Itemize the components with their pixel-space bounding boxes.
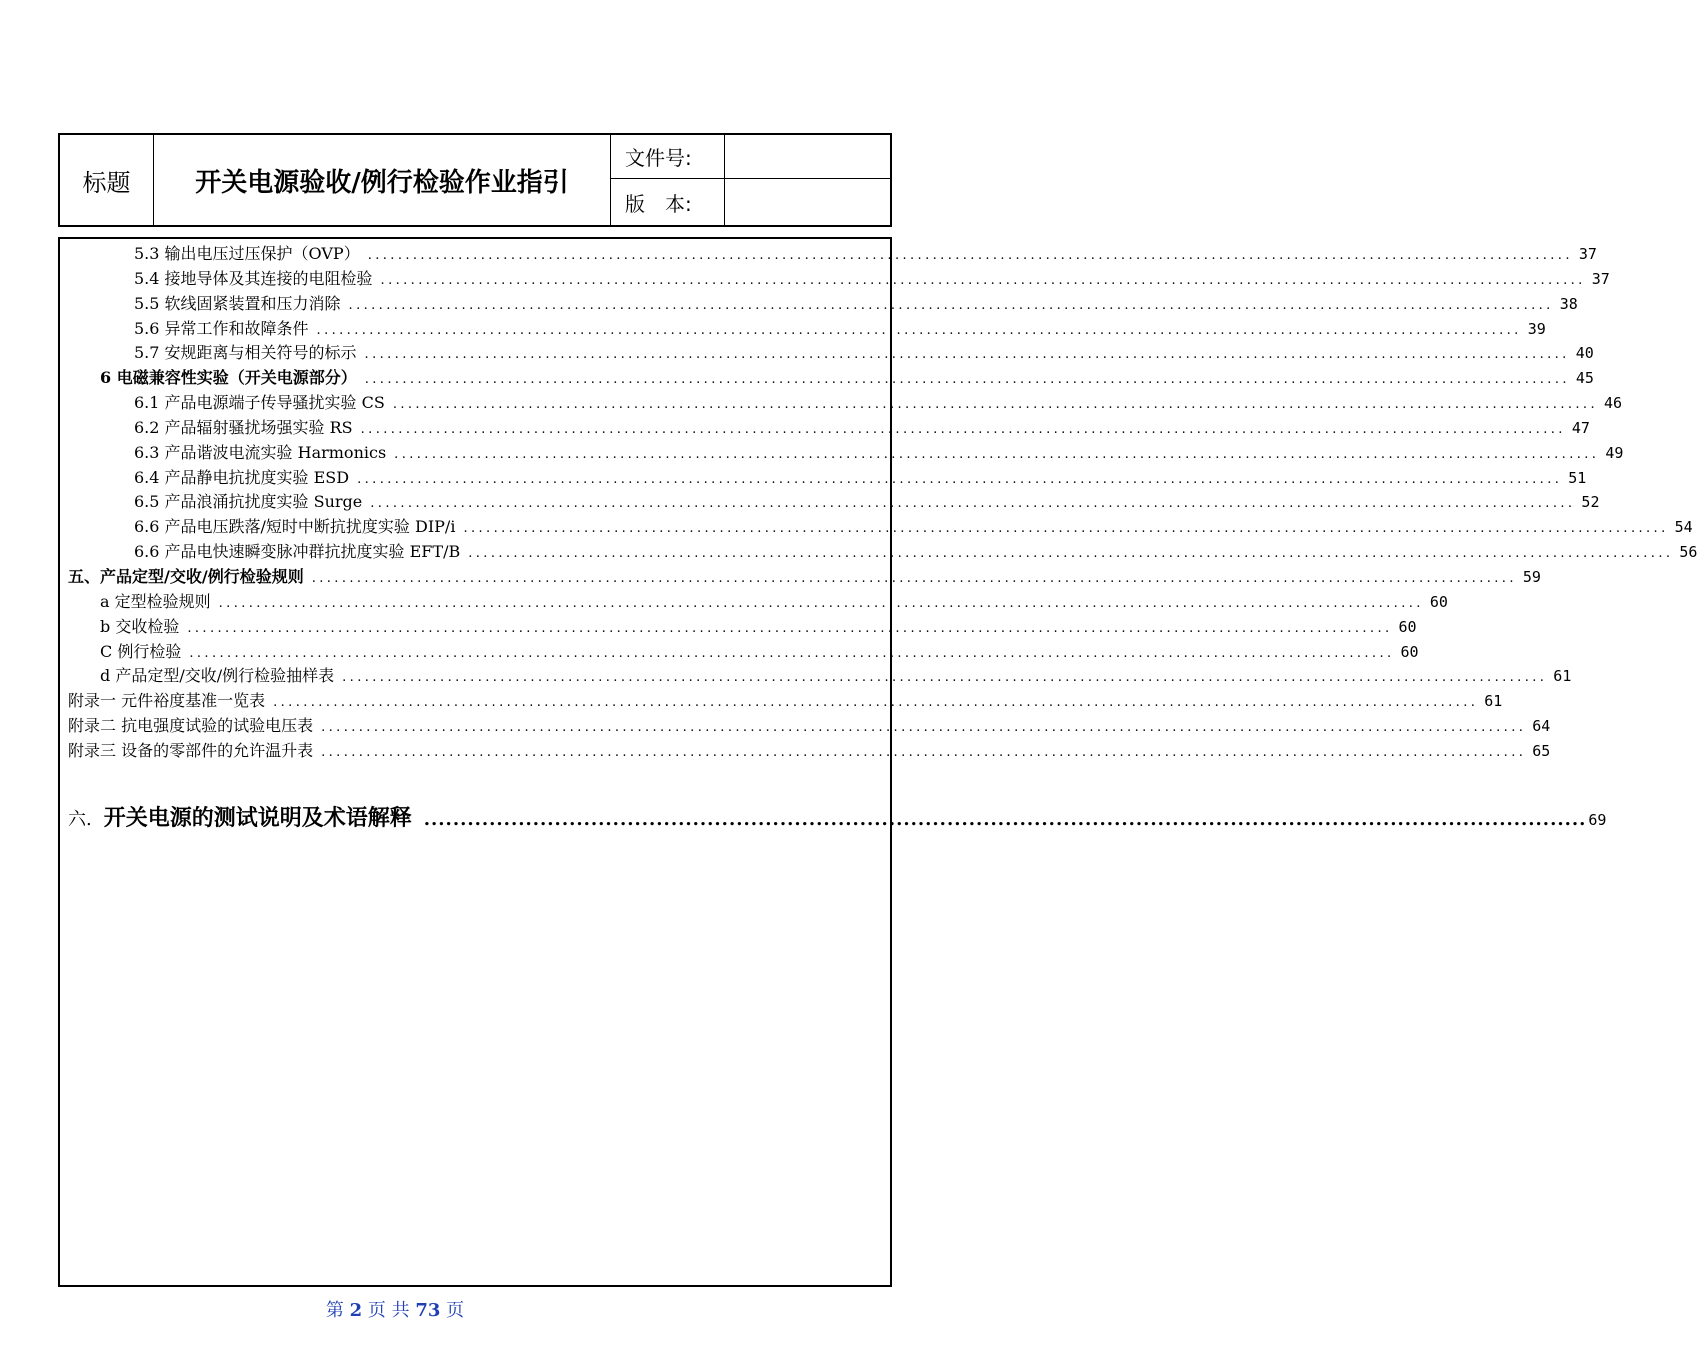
toc-entry-page: 65: [1532, 741, 1551, 760]
toc-entry-page: 40: [1575, 344, 1594, 363]
toc-entry-page: 51: [1568, 468, 1587, 487]
toc-entry[interactable]: [68, 241, 1597, 266]
toc-entry-title: 5.5 软线固紧装置和压力消除: [134, 293, 341, 313]
toc-entry[interactable]: [68, 514, 1693, 539]
toc-entry[interactable]: [68, 415, 1590, 440]
table-of-contents: [68, 241, 1697, 763]
toc-entry[interactable]: [68, 738, 1551, 763]
toc-entry-title: 5.4 接地导体及其连接的电阻检验: [134, 268, 373, 288]
toc-entry-title: 5.7 安规距离与相关符号的标示: [134, 343, 357, 363]
toc-entry-page: 37: [1578, 245, 1597, 263]
toc-leader-dots: ................................................................................................................................................................: [311, 570, 1517, 586]
toc-entry-page: 60: [1398, 617, 1417, 636]
toc-leader-dots: ................................................................................................................................................................: [357, 471, 1563, 487]
toc-entry-page: 64: [1532, 717, 1551, 736]
toc-entry[interactable]: [68, 713, 1551, 738]
toc-leader-dots: ................................................................................................................................................................: [468, 546, 1674, 562]
toc-leader-dots: ................................................................................................................................................................: [364, 347, 1570, 363]
toc-entry-page: 38: [1559, 294, 1578, 313]
toc-leader-dots: ................................................................................................................................................................: [367, 248, 1573, 263]
toc-entry-title: 附录一 元件裕度基准一览表: [68, 691, 266, 711]
toc-entry[interactable]: [68, 539, 1697, 564]
toc-entry[interactable]: [68, 589, 1448, 614]
toc-entry-title: 6.5 产品浪涌抗扰度实验 Surge: [134, 492, 363, 512]
section-six-number: 六.: [68, 809, 92, 830]
toc-entry[interactable]: [68, 465, 1587, 490]
toc-entry-page: 56: [1679, 543, 1697, 562]
toc-entry-page: 49: [1605, 443, 1624, 462]
content-frame: [58, 237, 1697, 1287]
toc-leader-dots: ................................................................................................................................................................: [187, 620, 1393, 636]
toc-entry-page: 60: [1429, 592, 1448, 611]
toc-entry[interactable]: [68, 639, 1419, 664]
toc-leader-dots: ................................................................................................................................................................: [342, 670, 1548, 686]
toc-entry-page: 39: [1527, 319, 1546, 338]
toc-leader-dots: ................................................................................................................................................................: [316, 322, 1522, 338]
toc-entry[interactable]: [68, 316, 1546, 341]
toc-entry-title: 5.6 异常工作和故障条件: [134, 318, 309, 338]
toc-entry[interactable]: [68, 365, 1594, 390]
toc-entry-title: C 例行检验: [100, 641, 182, 661]
toc-entry[interactable]: [68, 614, 1417, 639]
toc-leader-dots: ................................................................................................................................................................: [218, 595, 1424, 611]
toc-entry-title: 6.3 产品谐波电流实验 Harmonics: [134, 442, 387, 462]
toc-entry-page: 61: [1484, 692, 1503, 711]
footer-current-page: 2: [349, 1300, 363, 1321]
version-value: [725, 179, 890, 225]
toc-leader-dots: ................................................................................................................................................................: [321, 720, 1527, 736]
toc-entry-page: 60: [1400, 642, 1419, 661]
toc-entry[interactable]: [68, 390, 1623, 415]
toc-leader-dots: ................................................................................................................................................................: [423, 809, 1587, 830]
toc-entry-page: 37: [1591, 269, 1610, 288]
section-six-title: 开关电源的测试说明及术语解释: [103, 805, 412, 831]
footer-middle: 页 共: [367, 1300, 410, 1321]
toc-entry[interactable]: [68, 340, 1594, 365]
toc-entry[interactable]: [68, 440, 1624, 465]
toc-entry-page: 59: [1522, 567, 1541, 586]
toc-entry-page: 61: [1553, 667, 1572, 686]
toc-leader-dots: ................................................................................................................................................................: [360, 421, 1566, 437]
toc-entry-section-six[interactable]: [68, 801, 1607, 832]
toc-entry[interactable]: [68, 291, 1578, 316]
toc-entry[interactable]: [68, 663, 1572, 688]
toc-entry-title: 6.6 产品电快速瞬变脉冲群抗扰度实验 EFT/B: [134, 542, 461, 562]
toc-entry[interactable]: [68, 564, 1541, 589]
toc-entry-page: 45: [1575, 369, 1594, 388]
toc-entry-title: a 定型检验规则: [100, 591, 211, 611]
toc-entry[interactable]: [68, 688, 1503, 713]
toc-entry-title: 五、产品定型/交收/例行检验规则: [68, 566, 304, 586]
toc-entry-title: 6.4 产品静电抗扰度实验 ESD: [134, 467, 350, 487]
toc-leader-dots: ................................................................................................................................................................: [370, 496, 1576, 512]
toc-entry-page: 47: [1571, 418, 1590, 437]
toc-entry-title: 6.6 产品电压跌落/短时中断抗扰度实验 DIP/i: [134, 517, 456, 537]
footer-suffix: 页: [446, 1300, 465, 1321]
toc-leader-dots: ................................................................................................................................................................: [273, 695, 1479, 711]
toc-entry[interactable]: [68, 489, 1600, 514]
toc-entry-title: 附录三 设备的零部件的允许温升表: [68, 740, 314, 760]
toc-entry-title: 附录二 抗电强度试验的试验电压表: [68, 716, 314, 736]
toc-entry-page: 52: [1581, 493, 1600, 512]
toc-leader-dots: ................................................................................................................................................................: [348, 297, 1554, 313]
document-title: 开关电源验收/例行检验作业指引: [154, 135, 611, 225]
toc-leader-dots: ................................................................................................................................................................: [321, 744, 1527, 760]
footer-total-pages: 73: [415, 1300, 441, 1321]
page-footer: [0, 1296, 790, 1322]
toc-entry-title: 5.3 输出电压过压保护（OVP）: [134, 244, 360, 263]
doc-number-value: [725, 135, 890, 179]
version-label: 版 本:: [611, 179, 725, 225]
toc-entry-title: 6 电磁兼容性实验（开关电源部分）: [100, 368, 357, 388]
doc-number-label: 文件号:: [611, 135, 725, 179]
document-header: [58, 133, 892, 227]
header-label: 标题: [60, 135, 154, 225]
toc-entry-title: 6.1 产品电源端子传导骚扰实验 CS: [134, 393, 385, 413]
toc-entry-title: d 产品定型/交收/例行检验抽样表: [100, 666, 335, 686]
toc-leader-dots: ................................................................................................................................................................: [392, 397, 1598, 413]
section-six-page: 69: [1588, 811, 1607, 829]
toc-entry-title: 6.2 产品辐射骚扰场强实验 RS: [134, 417, 353, 437]
toc-entry[interactable]: [68, 266, 1610, 291]
toc-leader-dots: ................................................................................................................................................................: [394, 446, 1600, 462]
toc-leader-dots: ................................................................................................................................................................: [463, 521, 1669, 537]
toc-leader-dots: ................................................................................................................................................................: [380, 272, 1586, 288]
toc-entry-page: 46: [1604, 394, 1623, 413]
toc-entry-title: b 交收检验: [100, 616, 180, 636]
footer-prefix: 第: [325, 1300, 344, 1321]
toc-entry-page: 54: [1674, 518, 1693, 537]
toc-leader-dots: ................................................................................................................................................................: [189, 645, 1395, 661]
toc-leader-dots: ................................................................................................................................................................: [364, 372, 1570, 388]
